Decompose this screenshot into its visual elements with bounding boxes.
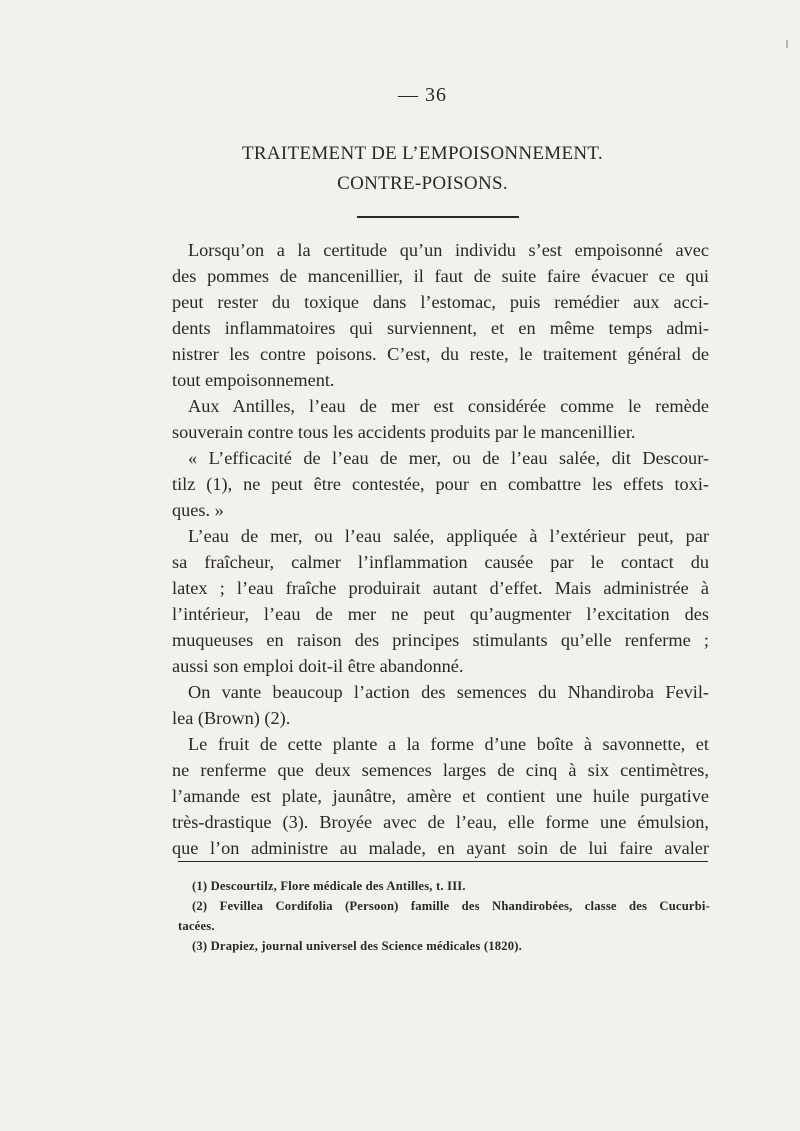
body-line: On vante beaucoup l’action des semences du Nhandiroba Fevil- [188, 682, 709, 702]
footnote-3: (3) Drapiez, journal universel des Science médicales (1820). [192, 939, 522, 953]
body-line: latex ; l’eau fraîche produirait autant d’effet. Mais administrée à [172, 578, 709, 598]
body-line: sa fraîcheur, calmer l’inflammation causée par le contact du [172, 552, 709, 572]
body-line: tout empoisonnement. [172, 370, 335, 390]
body-line: « L’efficacité de l’eau de mer, ou de l’eau salée, dit Descour- [188, 448, 709, 468]
body-text [172, 237, 709, 861]
body-line: muqueuses en raison des principes stimulants qu’elle renferme ; [172, 630, 709, 650]
chapter-title: TRAITEMENT DE L’EMPOISONNEMENT. [242, 143, 603, 164]
body-line: L’eau de mer, ou l’eau salée, appliquée à l’extérieur peut, par [188, 526, 709, 546]
body-line: Aux Antilles, l’eau de mer est considérée comme le remède [188, 396, 709, 416]
body-line: aussi son emploi doit-il être abandonné. [172, 656, 464, 676]
title-divider [357, 216, 519, 218]
body-line: nistrer les contre poisons. C’est, du reste, le traitement général de [172, 344, 709, 364]
body-line: Le fruit de cette plante a la forme d’une boîte à savonnette, et [188, 734, 709, 754]
footnote-1: (1) Descourtilz, Flore médicale des Antilles, t. III. [192, 879, 466, 893]
body-line: tilz (1), ne peut être contestée, pour en combattre les effets toxi- [172, 474, 709, 494]
body-line: souverain contre tous les accidents produits par le mancenillier. [172, 422, 636, 442]
body-line: ques. » [172, 500, 224, 520]
body-line: peut rester du toxique dans l’estomac, puis remédier aux acci- [172, 292, 709, 312]
page-number: — 36 [398, 84, 447, 106]
body-line: que l’on administre au malade, en ayant soin de lui faire avaler [172, 838, 709, 858]
body-line: dents inflammatoires qui surviennent, et en même temps admi- [172, 318, 709, 338]
footnote-2: (2) Fevillea Cordifolia (Persoon) famille des Nhandirobées, classe des Cucurbi- [192, 899, 710, 913]
footnote-divider [178, 861, 708, 862]
body-line: lea (Brown) (2). [172, 708, 291, 728]
footnotes [178, 876, 710, 956]
footnote-2-continuation: tacées. [178, 919, 215, 933]
chapter-subtitle: CONTRE-POISONS. [337, 173, 508, 194]
body-line: l’intérieur, l’eau de mer ne peut qu’augmenter l’excitation des [172, 604, 709, 624]
margin-mark [786, 40, 788, 48]
body-line: des pommes de mancenillier, il faut de suite faire évacuer ce qui [172, 266, 709, 286]
body-line: l’amande est plate, jaunâtre, amère et contient une huile purgative [172, 786, 709, 806]
body-line: ne renferme que deux semences larges de cinq à six centimètres, [172, 760, 709, 780]
body-line: très-drastique (3). Broyée avec de l’eau, elle forme une émulsion, [172, 812, 709, 832]
body-line: Lorsqu’on a la certitude qu’un individu s’est empoisonné avec [188, 240, 709, 260]
